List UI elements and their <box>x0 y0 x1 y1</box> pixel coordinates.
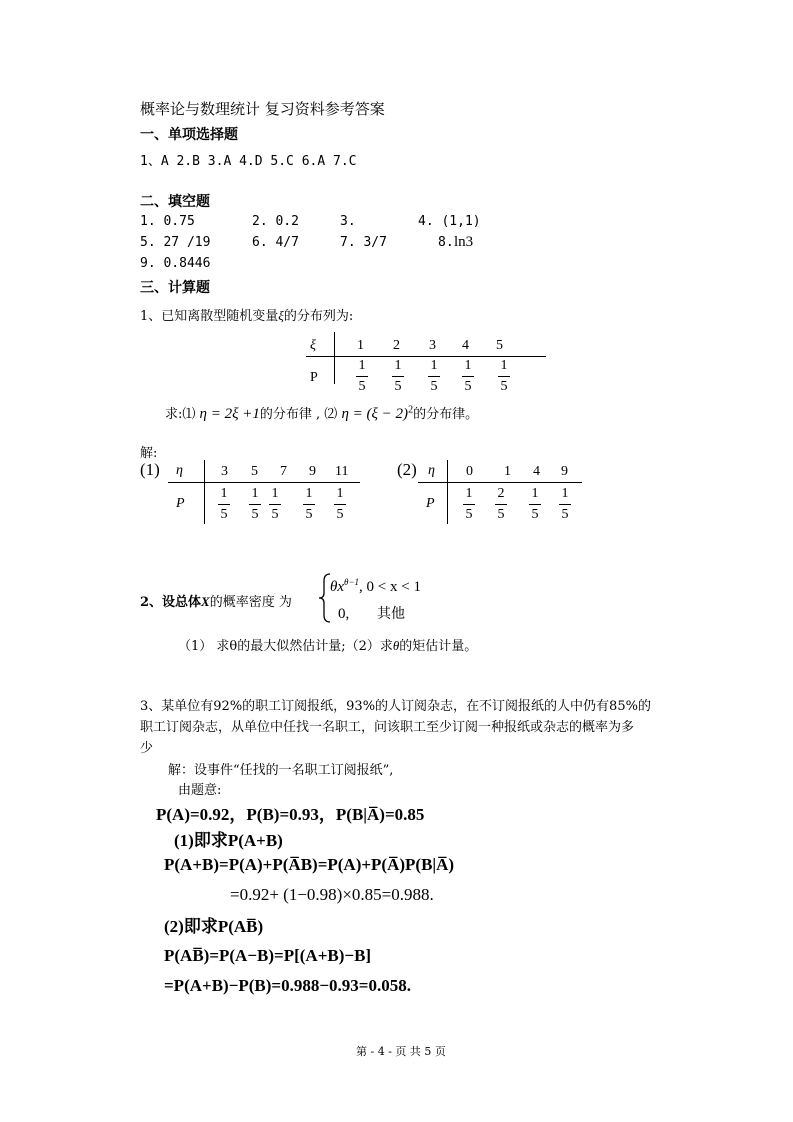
q3-line: 少 <box>140 741 154 756</box>
fill-answer: 3. <box>340 214 356 229</box>
sol1-fraction: 1 5 <box>333 486 347 523</box>
sol1-value: 11 <box>335 464 349 479</box>
fill-answer: 2. 0.2 <box>252 214 299 229</box>
q3-solution-intro: 解：设事件“任找的一名职工订阅报纸”, <box>168 763 394 778</box>
q3-line: 职工订阅杂志，从单位中任找一名职工，问该职工至少订阅一种报纸或杂志的概率为多 <box>140 720 635 735</box>
q3-equation: P(A+B)=P(A)+P(A̅B)=P(A)+P(A̅)P(B|A̅) <box>164 855 455 874</box>
q2-prompt: 2、设总体X的概率密度 为 <box>140 594 292 610</box>
page-footer: 第 - 4 - 页 共 5 页 <box>356 1045 446 1058</box>
fill-answer: 7. 3/7 <box>340 235 387 250</box>
sol2-value: 9 <box>561 464 568 479</box>
eta-expr-2: η = (ξ − 2) <box>341 406 409 422</box>
sol1-value: 7 <box>280 464 287 479</box>
q3-line: 3、某单位有92%的职工订阅报纸，93%的人订阅杂志，在不订阅报纸的人中仍有85%的 <box>140 699 651 714</box>
sol1-fraction: 1 5 <box>268 486 282 523</box>
fill-answer-ln3: ln3 <box>454 234 474 250</box>
prob-fraction: 1 5 <box>461 358 475 395</box>
q3-equation: P(A)=0.92，P(B)=0.93，P(B|A̅)=0.85 <box>156 805 425 824</box>
prob-fraction: 1 5 <box>427 358 441 395</box>
fill-answer: 9. 0.8446 <box>140 256 211 271</box>
solution-label: 解: <box>140 446 158 461</box>
q3-equation: =0.92+ (1−0.98)×0.85=0.988. <box>230 885 434 904</box>
table-value: 4 <box>462 338 469 353</box>
xi-symbol: ξ <box>278 308 284 323</box>
sol1-value: 5 <box>251 464 258 479</box>
prob-fraction: 1 5 <box>355 358 369 395</box>
sol2-tag: (2) <box>397 460 417 479</box>
fill-answer: 6. 4/7 <box>252 235 299 250</box>
q2-case-1: $\theta x^{\theta-1}$, 0 < x < 1 <box>330 577 421 595</box>
sol1-tag: (1) <box>140 460 160 479</box>
fill-answer: 5. 27 /19 <box>140 235 211 250</box>
sol1-p: P <box>176 496 185 511</box>
prob-fraction: 1 5 <box>497 358 511 395</box>
sol2-value: 4 <box>533 464 540 479</box>
sol2-eta: η <box>428 463 435 478</box>
section2-heading: 二、填空题 <box>140 194 210 210</box>
q1-ask: 求:⑴ η = 2ξ +1的分布律 , ⑵ $\eta = (\xi - 2)^2$的分布律。 <box>165 404 479 422</box>
sol2-value: 0 <box>466 464 473 479</box>
table-value: 3 <box>429 338 436 353</box>
q2-ask: （1） 求θ的最大似然估计量;（2）求θ的矩估计量。 <box>178 638 478 654</box>
sol1-fraction: 1 5 <box>217 486 231 523</box>
q2-case-2: 0, 其他 <box>338 606 405 622</box>
var-x: X <box>201 594 210 609</box>
eta-expr-1: η = 2ξ +1 <box>199 406 260 422</box>
q3-equation: P(AB̅)=P(A−B)=P[(A+B)−B] <box>164 946 372 965</box>
section3-heading: 三、计算题 <box>140 280 210 296</box>
page-title: 概率论与数理统计 复习资料参考答案 <box>140 100 385 118</box>
sol2-fraction: 1 5 <box>558 486 572 523</box>
sol1-eta: η <box>176 463 183 478</box>
fill-answer: 1. 0.75 <box>140 214 195 229</box>
sol1-fraction: 1 5 <box>248 486 262 523</box>
q3-equation: =P(A+B)−P(B)=0.988−0.93=0.058. <box>164 976 411 995</box>
fill-answer: 8. <box>438 235 454 250</box>
fill-answer: 4. (1,1) <box>418 214 481 229</box>
q3-equation: (1)即求P(A+B) <box>174 831 283 850</box>
table-value: 2 <box>393 338 400 353</box>
sol1-value: 9 <box>309 464 316 479</box>
q1-prompt: 1、已知离散型随机变量ξ的分布列为: <box>140 308 354 324</box>
sol2-value: 1 <box>504 464 511 479</box>
prob-fraction: 1 5 <box>391 358 405 395</box>
sol2-p: P <box>426 496 435 511</box>
table-value: 1 <box>357 338 364 353</box>
sol1-value: 3 <box>221 464 228 479</box>
section1-heading: 一、单项选择题 <box>140 127 238 143</box>
section1-answers: 1、A 2.B 3.A 4.D 5.C 6.A 7.C <box>140 154 357 169</box>
q3-given: 由题意: <box>178 783 222 798</box>
table-label-xi: ξ <box>310 338 316 353</box>
sol2-fraction: 1 5 <box>462 486 476 523</box>
table-value: 5 <box>496 338 503 353</box>
sol2-fraction: 1 5 <box>528 486 542 523</box>
sol1-fraction: 1 5 <box>302 486 316 523</box>
table-label-p: P <box>310 370 318 385</box>
sol2-fraction: 2 5 <box>494 486 508 523</box>
q3-equation: (2)即求P(AB̅) <box>164 917 264 936</box>
